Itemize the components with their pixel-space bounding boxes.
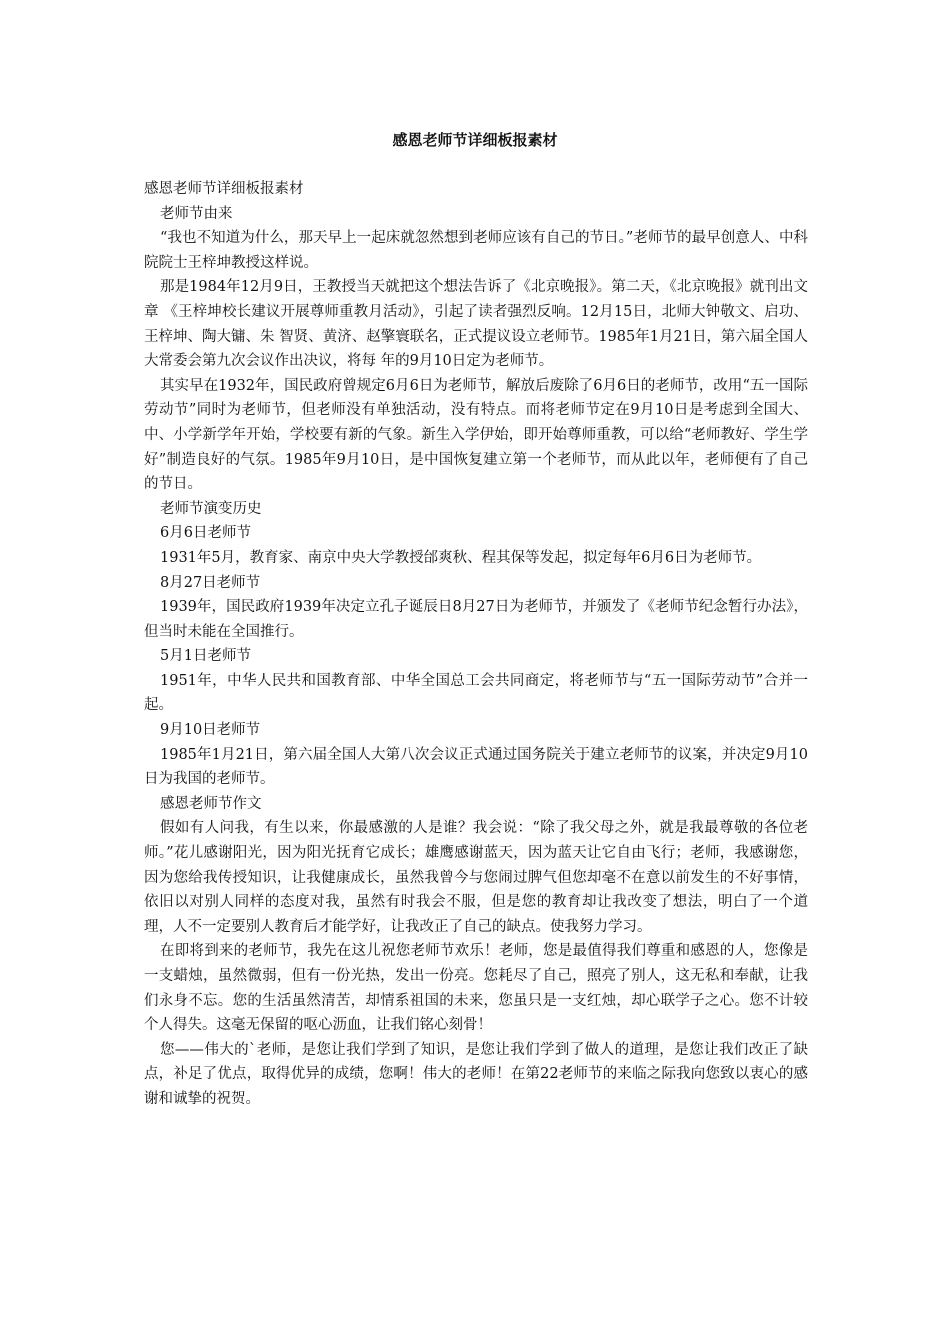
paragraph: 假如有人问我，有生以来，你最感激的人是谁？我会说：“除了我父母之外，就是我最尊敬的各位老师。”花儿感谢阳光，因为阳光抚育它成长；雄鹰感谢蓝天，因为蓝天让它自由飞行；老师，我感谢您，因为您给我传授知识，让我健康成长，虽然我曾今与您闹过脾气但您却毫不在意以前发生的不好事情，依旧以对别人同样的态度对我，虽然有时我会不服，但是您的教育却让我改变了想法，明白了一个道理，人不一定要别人教育后才能学好，让我改正了自己的缺点。使我努力学习。 [144,820,808,935]
paragraph: 5月1日老师节 [160,648,251,665]
paragraph: 9月10日老师节 [160,722,261,739]
paragraph: 1951年，中华人民共和国教育部、中华全国总工会共同商定，将老师节与“五一国际劳动节”合并一起。 [144,672,808,714]
paragraph: 感恩老师节作文 [160,795,262,812]
paragraph: 其实早在1932年，国民政府曾规定6月6日为老师节，解放后废除了6月6日的老师节，改用“五一国际劳动节”同时为老师节，但老师没有单独活动，没有特点。而将老师节定在9月10日是考虑到全国大、中、小学新学年开始，学校要有新的气象。新生入学伊始，即开始尊师重教，可以给“老师教好、学生学好”制造良好的气氛。1985年9月10日，是中国恢复建立第一个老师节，而从此以年，老师便有了自己的节日。 [144,377,808,493]
document-title: 感恩老师节详细板报素材 [392,131,558,149]
paragraph: “我也不知道为什么，那天早上一起床就忽然想到老师应该有自己的节日。”老师节的最早创意人、中科院院士王梓坤教授这样说。 [144,230,808,271]
document-body [144,177,808,1112]
paragraph: 在即将到来的老师节，我先在这儿祝您老师节欢乐！老师，您是最值得我们尊重和感恩的人，您像是一支蜡烛，虽然微弱，但有一份光热，发出一份亮。您耗尽了自己，照亮了别人，这无私和奉献，让我们永身不忘。您的生活虽然清苦，却情系祖国的未来，您虽只是一支红烛，却心联学子之心。您不计较个人得失。这毫无保留的呕心沥血，让我们铭心刻骨！ [144,943,808,1034]
paragraph: 6月6日老师节 [160,525,251,542]
paragraph: 8月27日老师节 [160,574,261,591]
paragraph: 1985年1月21日，第六届全国人大第八次会议正式通过国务院关于建立老师节的议案，并决定9月10日为我国的老师节。 [144,746,808,788]
paragraph: 感恩老师节详细板报素材 [144,181,304,197]
paragraph: 您——伟大的`老师，是您让我们学到了知识，是您让我们学到了做人的道理，是您让我们改正了缺点，补足了优点，取得优异的成绩，您啊！伟大的老师！在第22老师节的来临之际我向您致以衷心的感谢和诚挚的祝贺。 [144,1041,808,1107]
paragraph: 1931年5月，教育家、南京中央大学教授邰爽秋、程其保等发起，拟定每年6月6日为老师节。 [160,549,762,566]
paragraph: 那是1984年12月9日，王教授当天就把这个想法告诉了《北京晚报》。第二天，《北京晚报》就刊出文章 《王梓坤校长建议开展尊师重教月活动》，引起了读者强烈反响。12月15日，北师大钟敬文、启功、王梓坤、陶大镛、朱 智贤、黄济、赵擎寰联名，正式提议设立老师节。1985年1月21日，第六届全国人大常委会第九次会议作出决议，将每 年的9月10日定为老师节。 [144,279,808,370]
paragraph: 老师节演变历史 [160,500,262,517]
paragraph: 老师节由来 [160,205,233,222]
paragraph: 1939年，国民政府1939年决定立孔子诞辰日8月27日为老师节，并颁发了《老师节纪念暂行办法》，但当时未能在全国推行。 [144,599,808,640]
